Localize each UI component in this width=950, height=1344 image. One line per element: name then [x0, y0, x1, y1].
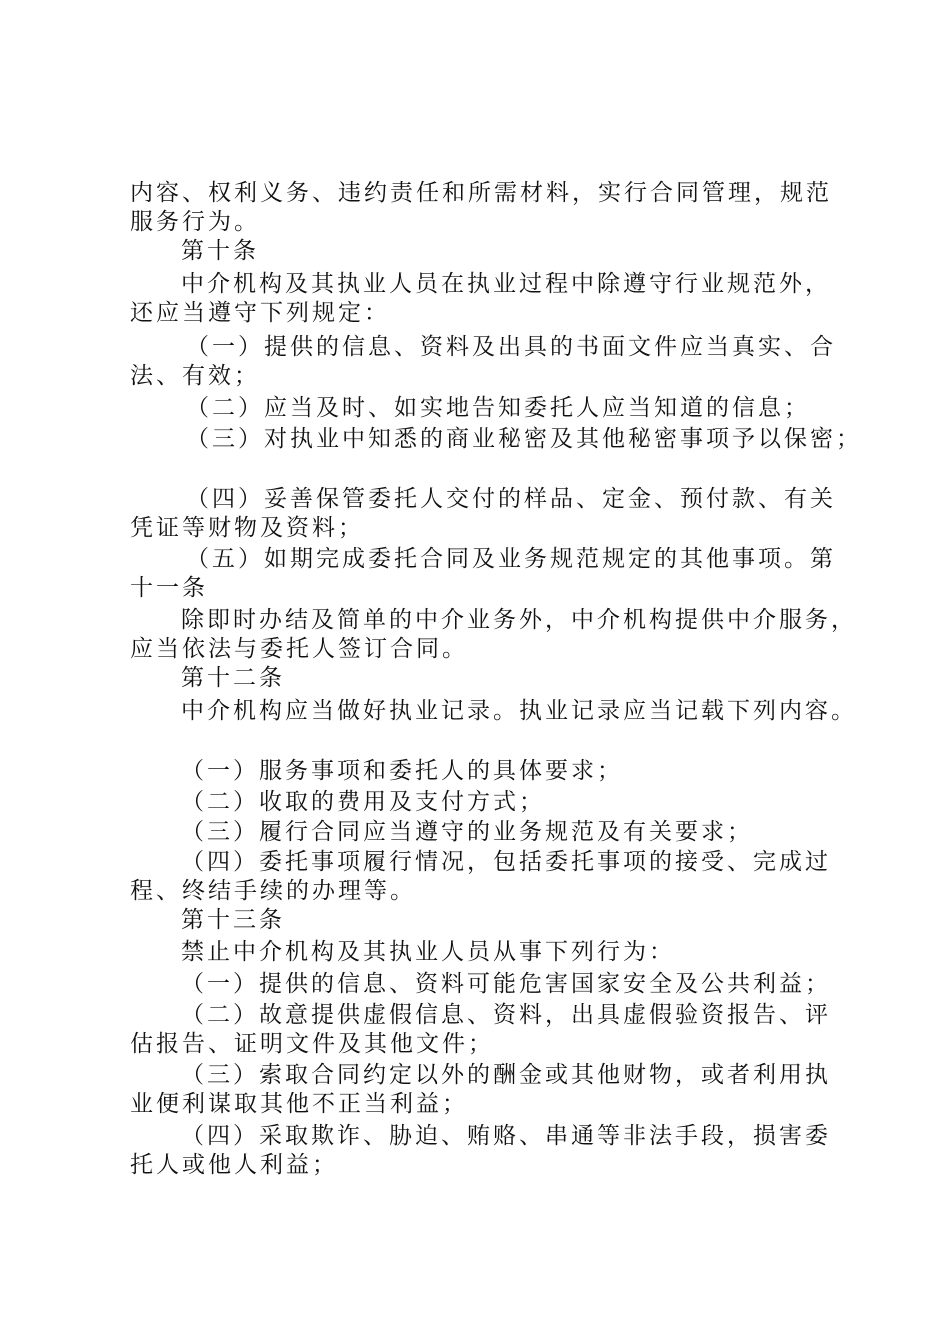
text-line: 托人或他人利益； — [130, 1152, 338, 1178]
text-line: 还应当遵守下列规定： — [130, 300, 390, 326]
list-item: （二）应当及时、如实地告知委托人应当知道的信息； — [186, 395, 810, 421]
list-item: （二）故意提供虚假信息、资料，出具虚假验资报告、评 — [181, 1002, 831, 1028]
list-item: （三）对执业中知悉的商业秘密及其他秘密事项予以保密； — [186, 426, 862, 452]
text-line: 中介机构应当做好执业记录。执业记录应当记载下列内容。 — [181, 698, 857, 724]
text-line: 程、终结手续的办理等。 — [130, 878, 416, 904]
article-heading: 第十二条 — [181, 665, 285, 691]
list-item: （三）履行合同应当遵守的业务规范及有关要求； — [181, 819, 753, 845]
text-line: 禁止中介机构及其执业人员从事下列行为： — [181, 939, 675, 965]
article-heading: 第十三条 — [181, 907, 285, 933]
list-item: （五）如期完成委托合同及业务规范规定的其他事项。第 — [186, 546, 836, 572]
list-item: （一）提供的信息、资料可能危害国家安全及公共利益； — [181, 971, 831, 997]
list-item: （二）收取的费用及支付方式； — [181, 789, 545, 815]
text-line: 凭证等财物及资料； — [130, 515, 364, 541]
list-item: （四）妥善保管委托人交付的样品、定金、预付款、有关 — [186, 486, 836, 512]
list-item: （四）采取欺诈、胁迫、贿赂、串通等非法手段，损害委 — [181, 1123, 831, 1149]
list-item: （四）委托事项履行情况，包括委托事项的接受、完成过 — [181, 849, 831, 875]
article-heading: 十一条 — [130, 575, 208, 601]
list-item: （三）索取合同约定以外的酬金或其他财物，或者利用执 — [181, 1062, 831, 1088]
text-line: 估报告、证明文件及其他文件； — [130, 1031, 494, 1057]
text-line: 服务行为。 — [130, 209, 260, 235]
text-line: 中介机构及其执业人员在执业过程中除遵守行业规范外， — [181, 271, 831, 297]
article-heading: 第十条 — [181, 238, 259, 264]
text-line: 除即时办结及简单的中介业务外，中介机构提供中介服务， — [181, 607, 857, 633]
list-item: （一）服务事项和委托人的具体要求； — [181, 758, 623, 784]
text-line: 内容、权利义务、违约责任和所需材料，实行合同管理，规范 — [130, 180, 832, 206]
text-line: 应当依法与委托人签订合同。 — [130, 636, 468, 662]
list-item: （一）提供的信息、资料及出具的书面文件应当真实、合 — [186, 334, 836, 360]
text-line: 法、有效； — [130, 363, 260, 389]
text-line: 业便利谋取其他不正当利益； — [130, 1091, 468, 1117]
